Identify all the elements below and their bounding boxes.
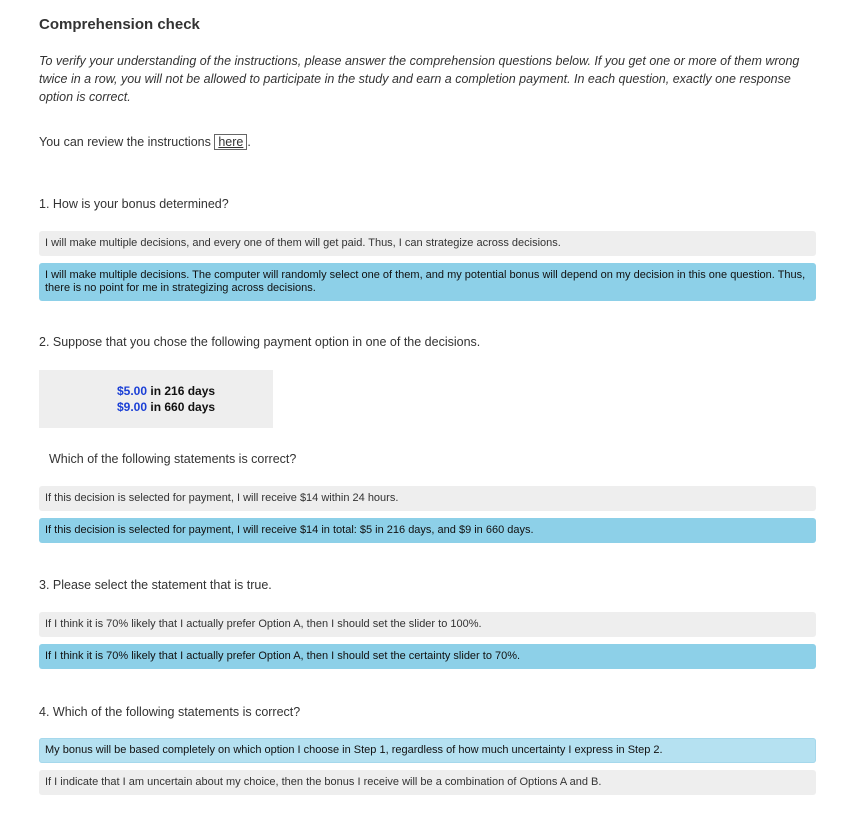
review-suffix: . xyxy=(247,135,251,149)
q3-option-1[interactable]: If I think it is 70% likely that I actually prefer Option A, then I should set the slider to 100%. xyxy=(39,612,816,637)
question-3: 3. Please select the statement that is true. xyxy=(39,578,272,592)
q2-option-2[interactable]: If this decision is selected for payment, I will receive $14 in total: $5 in 216 days, and $9 in 660 days. xyxy=(39,518,816,543)
payment-line-1 xyxy=(117,384,215,398)
q4-option-2[interactable]: If I indicate that I am uncertain about my choice, then the bonus I receive will be a combination of Options A and B. xyxy=(39,770,816,795)
question-1: 1. How is your bonus determined? xyxy=(39,197,229,211)
payment-amount-1: $5.00 xyxy=(117,384,148,398)
q3-option-2[interactable]: If I think it is 70% likely that I actually prefer Option A, then I should set the certainty slider to 70%. xyxy=(39,644,816,669)
instructions-link[interactable]: here xyxy=(214,134,247,150)
q4-option-1[interactable]: My bonus will be based completely on which option I choose in Step 1, regardless of how much uncertainty I express in Step 2. xyxy=(39,738,816,763)
payment-line-2 xyxy=(117,400,215,414)
page-title: Comprehension check xyxy=(39,16,200,33)
payment-delay-2: in 660 days xyxy=(147,400,216,414)
payment-amount-2: $9.00 xyxy=(117,400,148,414)
q1-option-2[interactable]: I will make multiple decisions. The computer will randomly select one of them, and my potential bonus will depend on my decision in this one question. Thus, there is no point for me in strategizing across decisions. xyxy=(39,263,816,301)
question-2-sub: Which of the following statements is correct? xyxy=(49,452,297,466)
question-2: 2. Suppose that you chose the following payment option in one of the decisions. xyxy=(39,335,481,349)
payment-delay-1: in 216 days xyxy=(147,384,216,398)
q1-option-1[interactable]: I will make multiple decisions, and every one of them will get paid. Thus, I can strategize across decisions. xyxy=(39,231,816,256)
q2-option-1[interactable]: If this decision is selected for payment, I will receive $14 within 24 hours. xyxy=(39,486,816,511)
question-4: 4. Which of the following statements is correct? xyxy=(39,705,301,719)
review-prefix: You can review the instructions xyxy=(39,135,215,149)
review-instructions xyxy=(39,134,251,150)
payment-option-box xyxy=(39,370,273,428)
intro-text: To verify your understanding of the instructions, please answer the comprehension questions below. If you get one or more of them wrong twice in a row, you will not be allowed to participate in the study and earn a completion payment. In each question, exactly one response option is correct. xyxy=(39,54,800,104)
